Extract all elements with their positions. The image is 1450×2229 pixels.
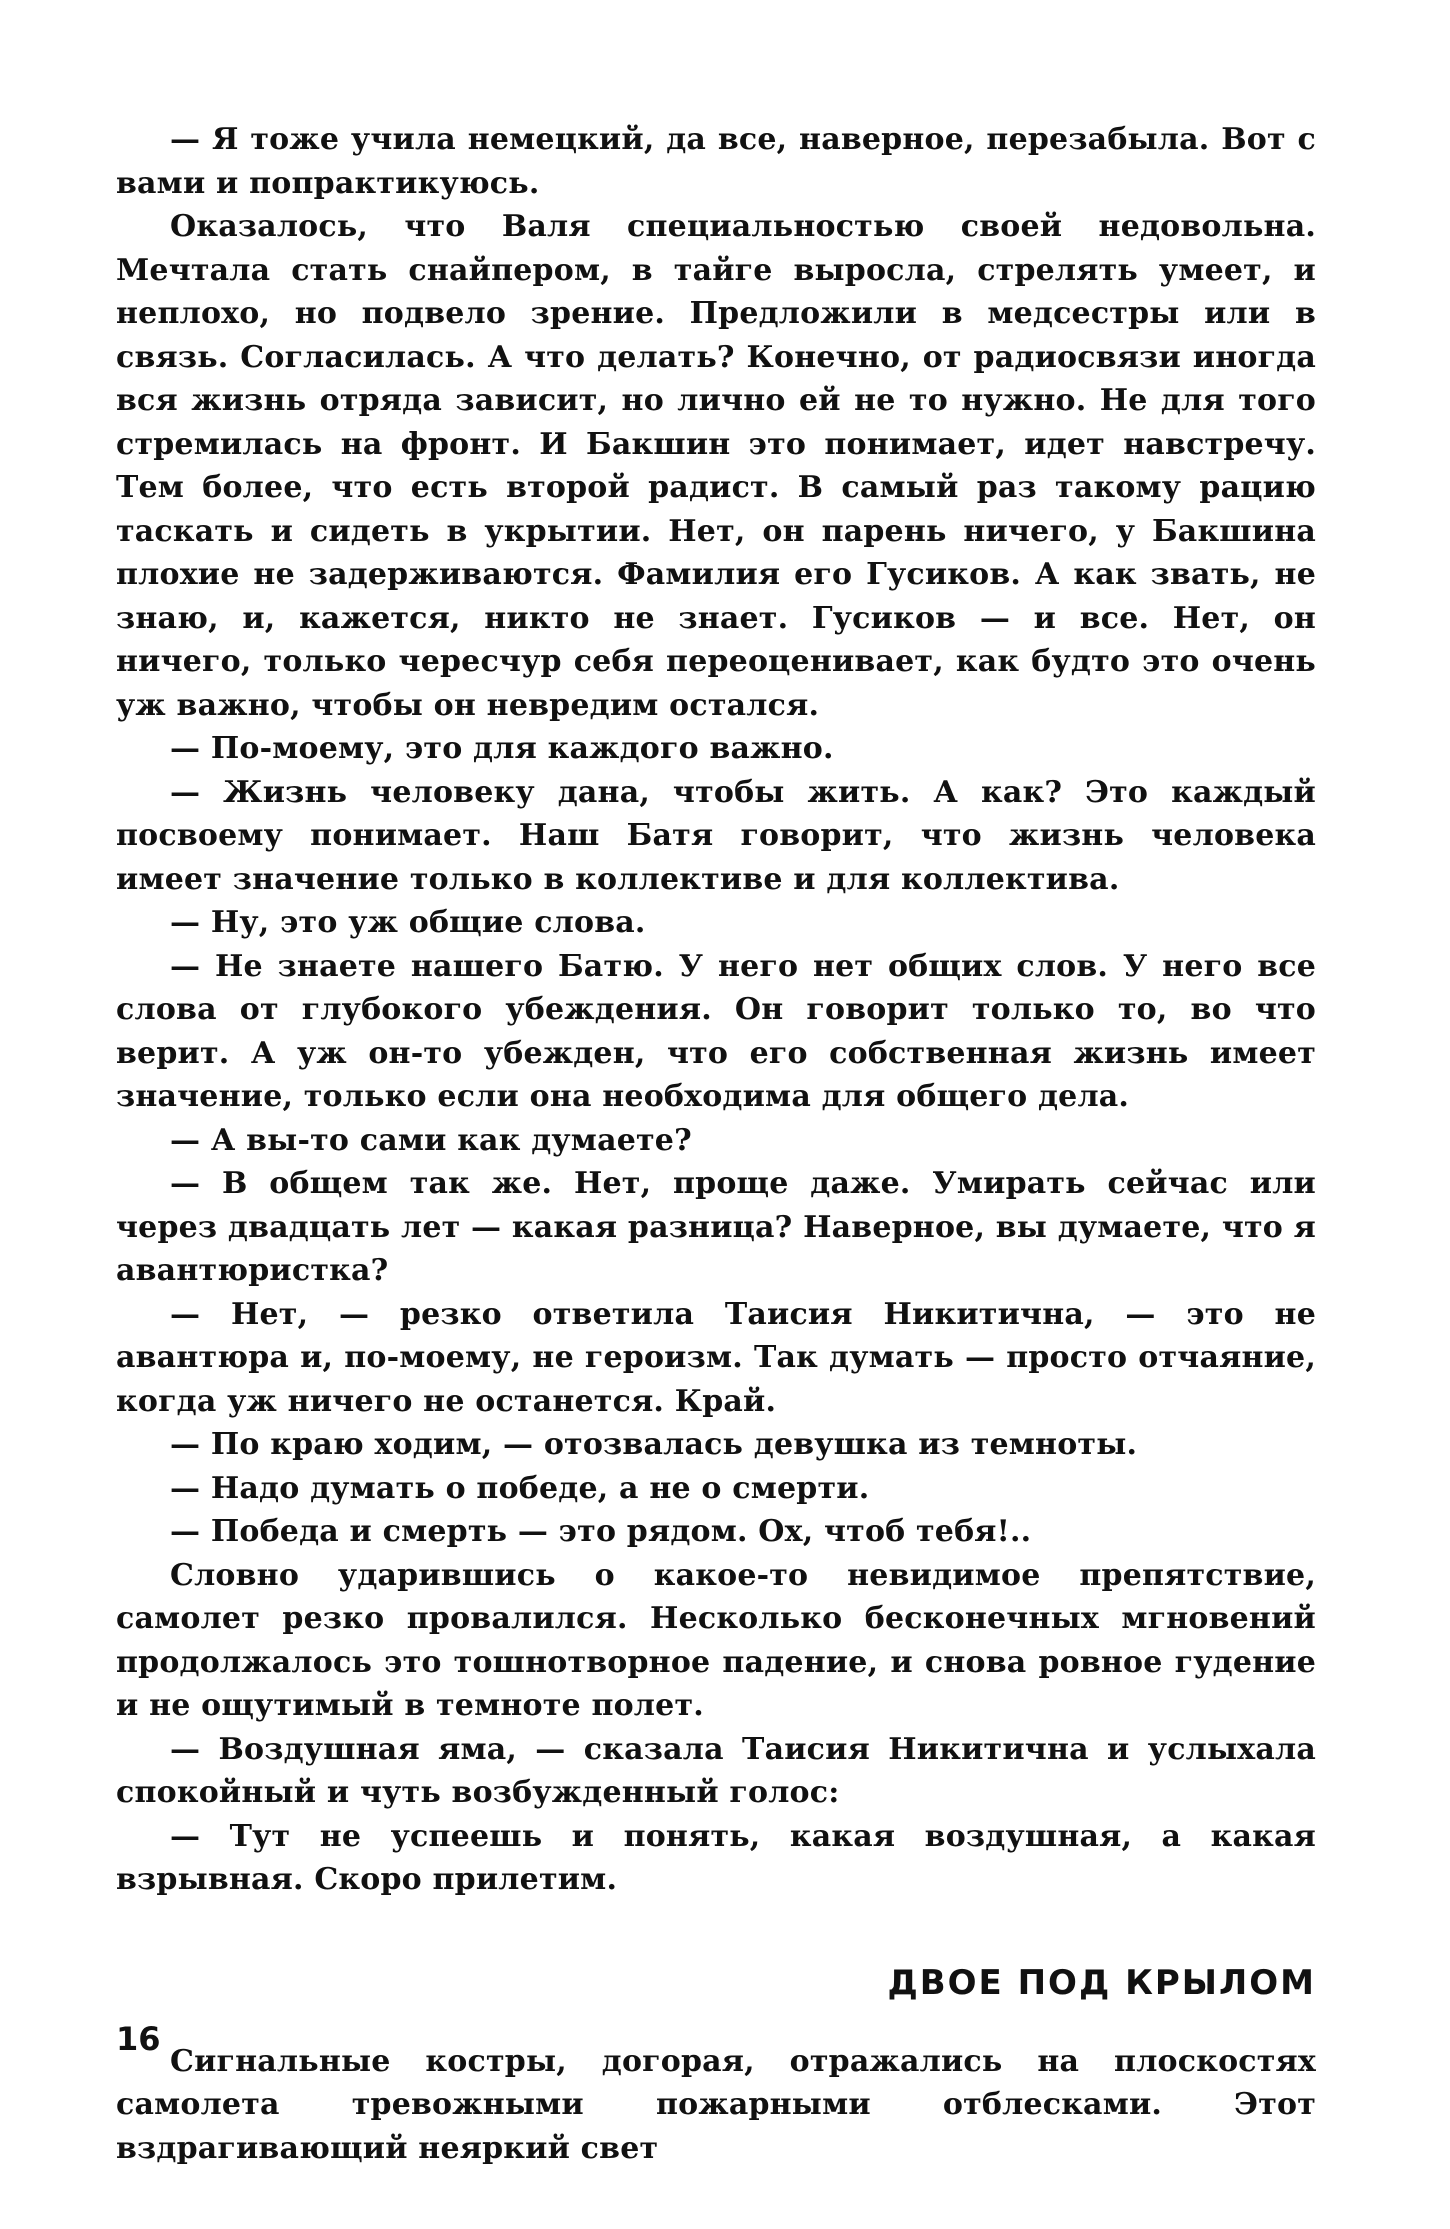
paragraph: — По-моему, это для каждого важно. xyxy=(170,731,834,766)
page-text xyxy=(116,118,1316,1902)
paragraph: — Тут не успеешь и понять, какая воздушная, а какая взрывная. Скоро прилетим. xyxy=(116,1818,1316,1897)
paragraph: Оказалось, что Валя специальностью своей недовольна. Мечтала стать снайпером, в тайге выросла, стрелять умеет, и неплохо, но подвело зрение. Предложили в медсестры или в связь. Согласилась. А что делать? Конечно, от радиосвязи иногда вся жизнь отряда зависит, но лично ей не то нужно. Не для того стремилась на фронт. И Бакшин это понимает, идет навстречу. Тем более, что есть второй радист. В самый раз такому рацию таскать и сидеть в укрытии. Нет, он парень ничего, у Бакшина плохие не задерживаются. Фамилия его Гусиков. А как звать, не знаю, и, кажется, никто не знает. Гусиков — и все. Нет, он ничего, только чересчур себя переоценивает, как будто это очень уж важно, чтобы он невредим остался. xyxy=(116,209,1316,723)
chapter-text xyxy=(116,2040,1316,2171)
book-page xyxy=(116,118,1316,2170)
paragraph: — Победа и смерть — это рядом. Ох, чтоб тебя!.. xyxy=(170,1514,1032,1549)
page-number: 16 xyxy=(116,2020,161,2058)
paragraph: — Ну, это уж общие слова. xyxy=(170,905,646,940)
paragraph: — По краю ходим, — отозвалась девушка из темноты. xyxy=(170,1427,1138,1462)
paragraph: — А вы-то сами как думаете? xyxy=(170,1122,692,1158)
paragraph: — Я тоже учила немецкий, да все, наверное, перезабыла. Вот с вами и попрактикуюсь. xyxy=(116,122,1316,201)
paragraph: — Надо думать о победе, а не о смерти. xyxy=(170,1470,870,1506)
paragraph: Сигнальные костры, догорая, отражались на плоскостях самолета тревожными пожарными отблесками. Этот вздрагивающий неяркий свет xyxy=(116,2043,1316,2166)
paragraph: — Нет, — резко ответила Таисия Никитична, — это не авантюра и, по-моему, не героизм. Так думать — просто отчаяние, когда уж ничего не останется. Край. xyxy=(116,1296,1316,1419)
paragraph: — Не знаете нашего Батю. У него нет общих слов. У него все слова от глубокого убеждения. Он говорит только то, во что верит. А уж он-то убежден, что его собственная жизнь имеет значение, только если она необходима для общего дела. xyxy=(116,948,1316,1114)
paragraph: — Воздушная яма, — сказала Таисия Никитична и услыхала спокойный и чуть возбужденный голос: xyxy=(116,1731,1316,1810)
paragraph: — Жизнь человеку дана, чтобы жить. А как? Это каждый посвоему понимает. Наш Батя говорит, что жизнь человека имеет значение только в коллективе и для коллектива. xyxy=(116,774,1316,897)
paragraph: — В общем так же. Нет, проще даже. Умирать сейчас или через двадцать лет — какая разница? Наверное, вы думаете, что я авантюристка? xyxy=(116,1166,1317,1288)
paragraph: Словно ударившись о какое-то невидимое препятствие, самолет резко провалился. Несколько бесконечных мгновений продолжалось это тошнотворное падение, и снова ровное гудение и не ощутимый в темноте полет. xyxy=(116,1557,1316,1723)
chapter-title: ДВОЕ ПОД КРЫЛОМ xyxy=(887,1962,1316,2003)
